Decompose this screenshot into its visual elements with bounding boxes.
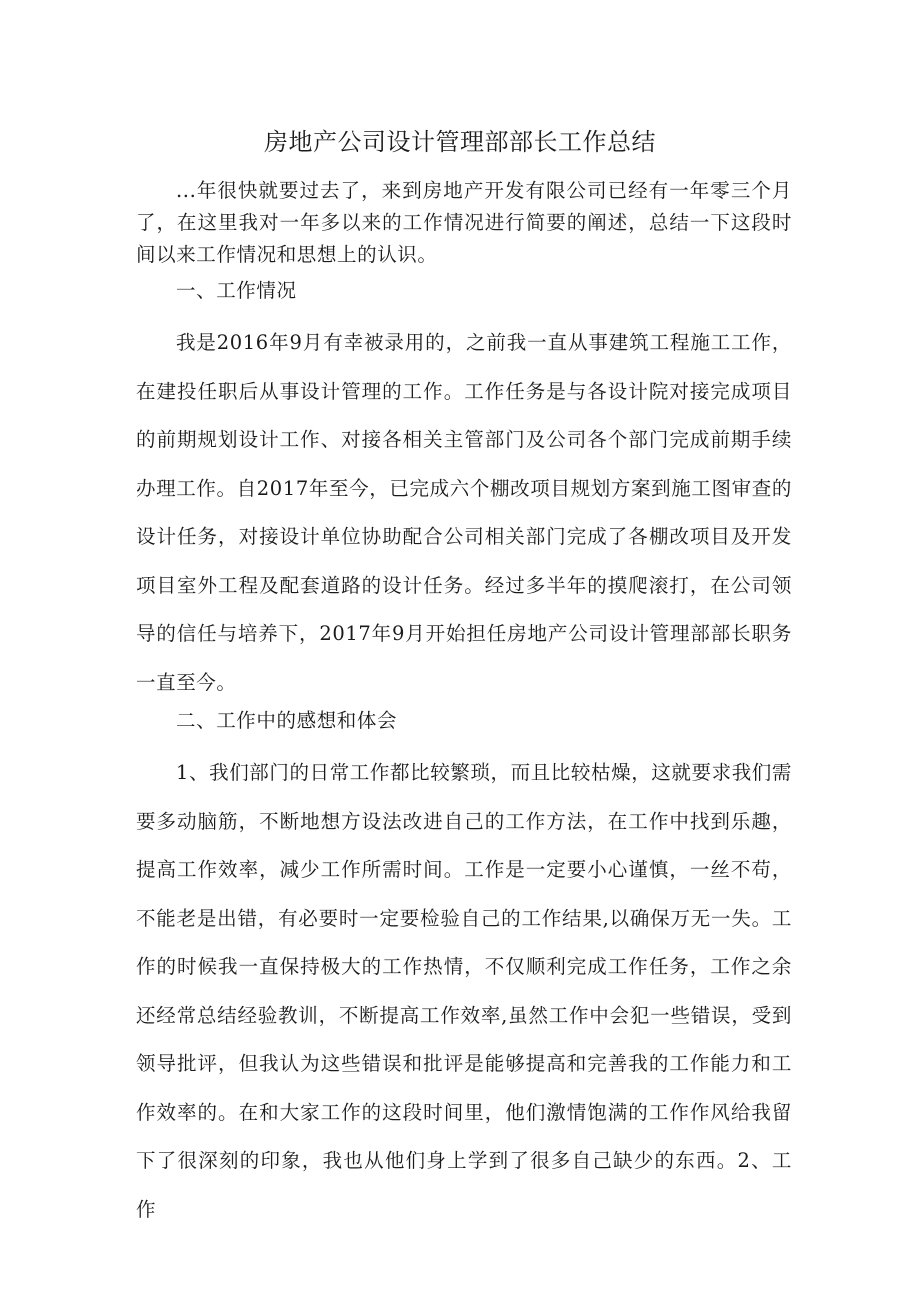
document-title: 房地产公司设计管理部部长工作总结	[264, 128, 656, 156]
section-heading-reflections: 二、工作中的感想和体会	[176, 709, 398, 732]
section-paragraph-work-status: 我是2016年9月有幸被录用的，之前我一直从事建筑工程施工工作，在建投任职后从事设计管理的工作。工作任务是与各设计院对接完成项目的前期规划设计工作、对接各相关主管部门及公司各个部门完成前期手续办理工作。自2017年至今，已完成六个棚改项目规划方案到施工图审查的设计任务，对接设计单位协助配合公司相关部门完成了各棚改项目及开发项目室外工程及配套道路的设计任务。经过多半年的摸爬滚打，在公司领导的信任与培养下，2017年9月开始担任房地产公司设计管理部部长职务一直至今。	[136, 331, 792, 694]
section-paragraph-reflections: 1、我们部门的日常工作都比较繁琐，而且比较枯燥，这就要求我们需要多动脑筋，不断地想方设法改进自己的工作方法，在工作中找到乐趣，提高工作效率，减少工作所需时间。工作是一定要小心谨慎，一丝不苟，不能老是出错，有必要时一定要检验自己的工作结果,以确保万无一失。工作的时候我一直保持极大的工作热情，不仅顺利完成工作任务，工作之余还经常总结经验教训，不断提高工作效率,虽然工作中会犯一些错误，受到领导批评，但我认为这些错误和批评是能够提高和完善我的工作能力和工作效率的。在和大家工作的这段时间里，他们激情饱满的工作作风给我留下了很深刻的印象，我也从他们身上学到了很多自己缺少的东西。2、工作	[136, 761, 793, 1221]
section-heading-work-status: 一、工作情况	[176, 279, 297, 302]
intro-paragraph: ...年很快就要过去了，来到房地产开发有限公司已经有一年零三个月了，在这里我对一年多以来的工作情况进行简要的阐述，总结一下这段时间以来工作情况和思想上的认识。	[136, 179, 792, 266]
